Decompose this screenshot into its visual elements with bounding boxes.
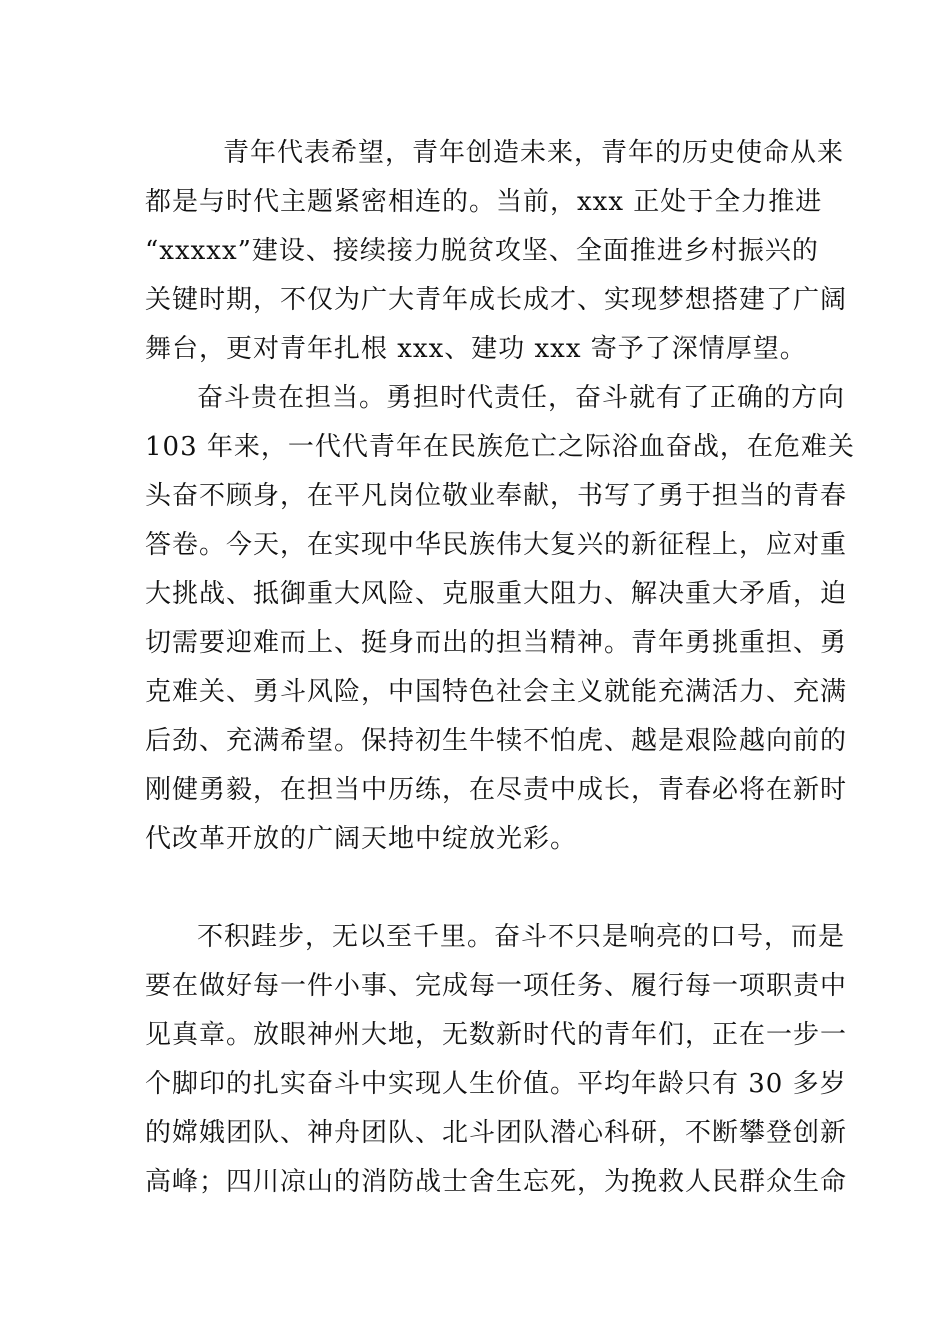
text-line: 见真章。放眼神州大地，无数新时代的青年们，正在一步一	[145, 1020, 848, 1050]
text-line: “xxxxx”建设、接续接力脱贫攻坚、全面推进乡村振兴的	[145, 236, 819, 266]
paragraph-youth-hope	[145, 129, 848, 374]
text-line: 个脚印的扎实奋斗中实现人生价值。平均年龄只有 30 多岁	[145, 1069, 847, 1099]
text-line: 后劲、充满希望。保持初生牛犊不怕虎、越是艰险越向前的	[145, 726, 848, 756]
text-line: 答卷。今天，在实现中华民族伟大复兴的新征程上，应对重	[145, 530, 848, 560]
text-line: 代改革开放的广阔天地中绽放光彩。	[145, 824, 578, 854]
paragraph-step-by-step	[145, 913, 848, 1207]
paragraph-struggle-responsibility	[145, 374, 855, 864]
text-line: 切需要迎难而上、挺身而出的担当精神。青年勇挑重担、勇	[145, 628, 848, 658]
text-line: 奋斗贵在担当。勇担时代责任，奋斗就有了正确的方向	[197, 383, 846, 413]
text-line: 头奋不顾身，在平凡岗位敬业奉献，书写了勇于担当的青春	[145, 481, 848, 511]
text-line: 高峰；四川凉山的消防战士舍生忘死，为挽救人民群众生命	[145, 1167, 848, 1197]
text-line: 不积跬步，无以至千里。奋斗不只是响亮的口号，而是	[197, 922, 846, 952]
text-line: 都是与时代主题紧密相连的。当前，xxx 正处于全力推进	[145, 187, 823, 217]
text-line: 克难关、勇斗风险，中国特色社会主义就能充满活力、充满	[145, 677, 848, 707]
text-line: 要在做好每一件小事、完成每一项任务、履行每一项职责中	[145, 971, 848, 1001]
text-line: 关键时期，不仅为广大青年成长成才、实现梦想搭建了广阔	[145, 285, 848, 315]
text-line: 青年代表希望，青年创造未来，青年的历史使命从来	[223, 138, 845, 168]
text-line: 的嫦娥团队、神舟团队、北斗团队潜心科研，不断攀登创新	[145, 1118, 848, 1148]
text-line: 大挑战、抵御重大风险、克服重大阻力、解决重大矛盾，迫	[145, 579, 848, 609]
text-line: 舞台，更对青年扎根 xxx、建功 xxx 寄予了深情厚望。	[145, 334, 807, 364]
text-line: 刚健勇毅，在担当中历练，在尽责中成长，青春必将在新时	[145, 775, 848, 805]
text-line: 103 年来，一代代青年在民族危亡之际浴血奋战，在危难关	[145, 432, 855, 462]
